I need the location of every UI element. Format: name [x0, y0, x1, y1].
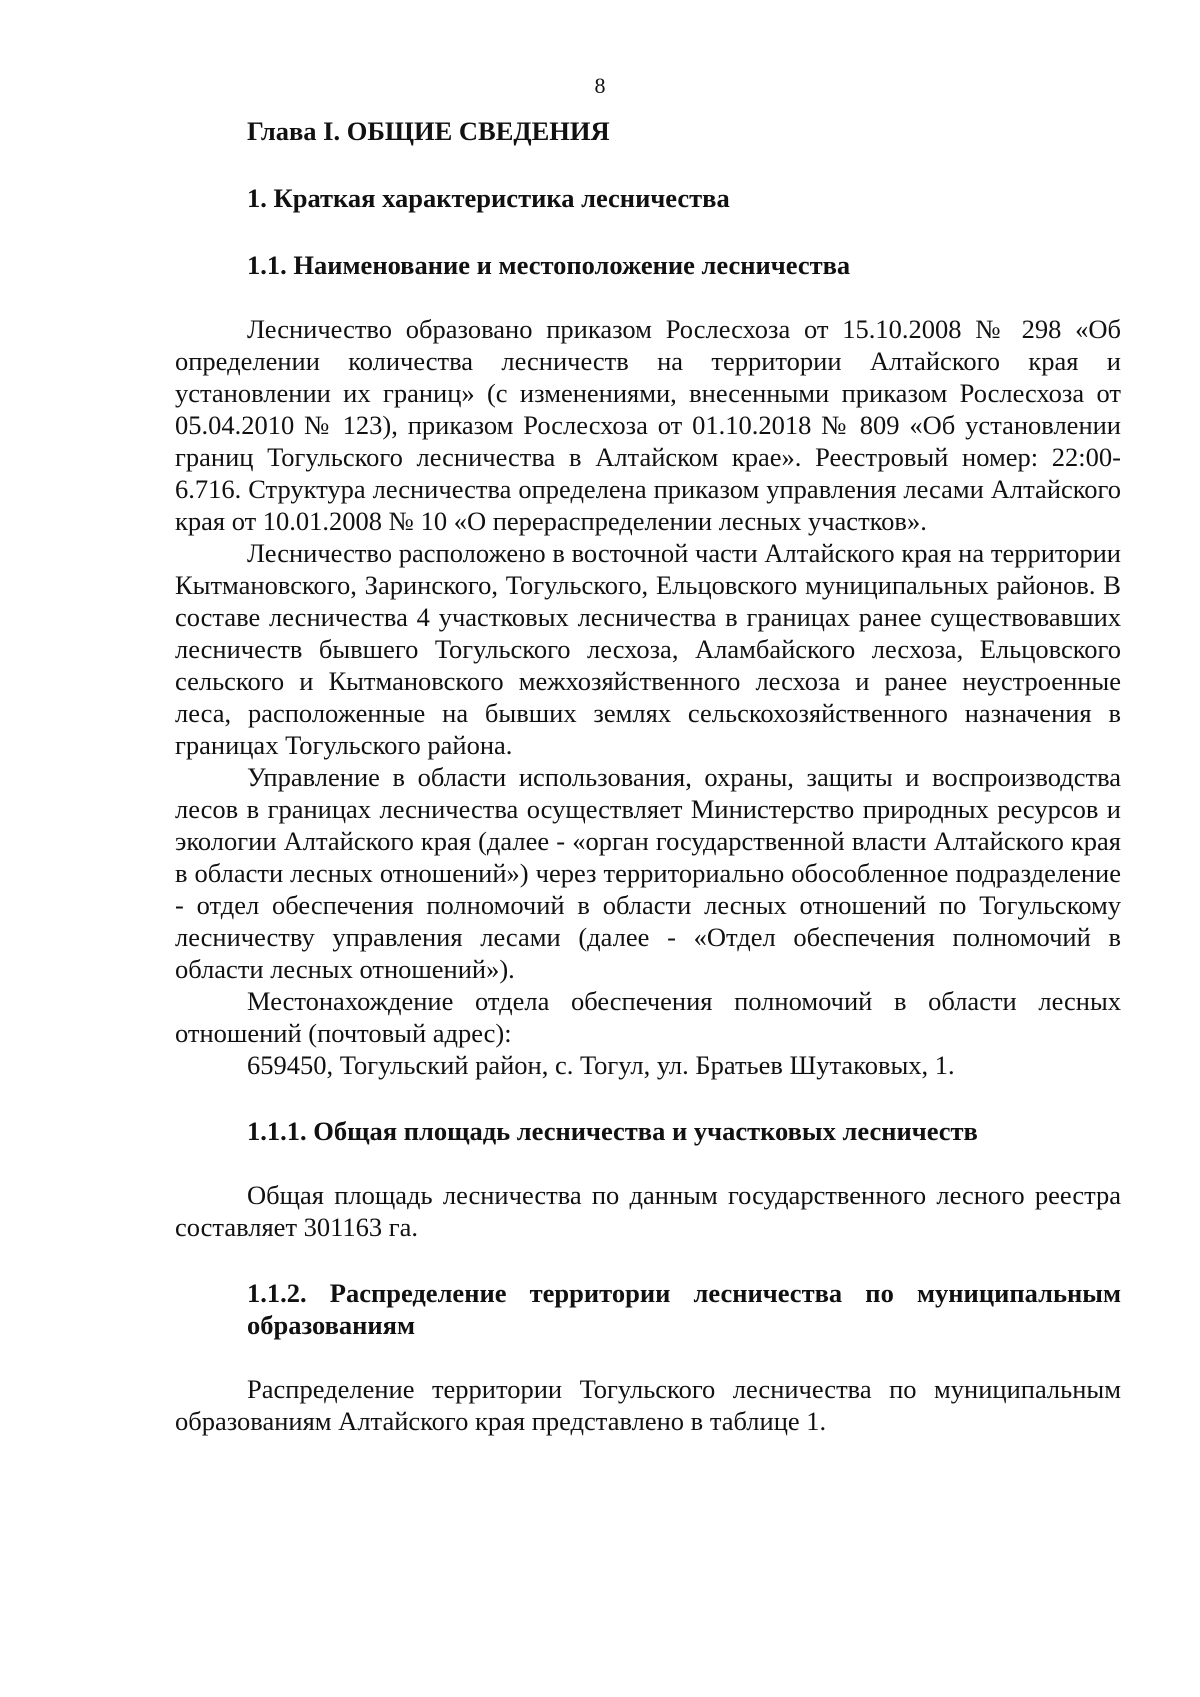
paragraph-total-area: Общая площадь лесничества по данным государственного лесного реестра составляет 301163 га.	[175, 1180, 1121, 1242]
section-heading-1-1-2: 1.1.2. Распределение территории лесничества по муниципальным образованиям	[247, 1278, 1121, 1340]
section-heading-1-1: 1.1. Наименование и местоположение лесничества	[247, 250, 851, 280]
chapter-heading: Глава I. ОБЩИЕ СВЕДЕНИЯ	[247, 116, 610, 146]
postal-address: 659450, Тогульский район, с. Тогул, ул. Братьев Шутаковых, 1.	[247, 1050, 955, 1080]
section-heading-1: 1. Краткая характеристика лесничества	[247, 183, 730, 213]
paragraph-management: Управление в области использования, охраны, защиты и воспроизводства лесов в границах лесничества осуществляет Министерство природных ресурсов и экологии Алтайского края (далее - «орган государственной власти Алтайского края в области лесных отношений») через территориально обособленное подразделение - отдел обеспечения полномочий в области лесных отношений по Тогульскому лесничеству управления лесами (далее - «Отдел обеспечения полномочий в области лесных отношений»).	[175, 762, 1121, 984]
section-heading-1-1-1: 1.1.1. Общая площадь лесничества и участковых лесничеств	[247, 1116, 978, 1146]
paragraph-establishment: Лесничество образовано приказом Рослесхоза от 15.10.2008 № 298 «Об определении количества лесничеств на территории Алтайского края и установлении их границ» (с изменениями, внесенными приказом Рослесхоза от 05.04.2010 № 123), приказом Рослесхоза от 01.10.2018 № 809 «Об установлении границ Тогульского лесничества в Алтайском крае». Реестровый номер: 22:00-6.716. Структура лесничества определена приказом управления лесами Алтайского края от 10.01.2008 № 10 «О перераспределении лесных участков».	[175, 314, 1121, 536]
paragraph-location: Лесничество расположено в восточной части Алтайского края на территории Кытмановского, Заринского, Тогульского, Ельцовского муниципальных районов. В составе лесничества 4 участковых лесничества в границах ранее существовавших лесничеств бывшего Тогульского лесхоза, Аламбайского лесхоза, Ельцовского сельского и Кытмановского межхозяйственного лесхоза и ранее неустроенные леса, расположенные на бывших землях сельскохозяйственного назначения в границах Тогульского района.	[175, 538, 1121, 760]
page-number: 8	[594, 73, 606, 98]
page-content	[175, 115, 1121, 1437]
paragraph-office-location: Местонахождение отдела обеспечения полномочий в области лесных отношений (почтовый адрес):	[175, 986, 1121, 1048]
paragraph-distribution: Распределение территории Тогульского лесничества по муниципальным образованиям Алтайского края представлено в таблице 1.	[175, 1374, 1121, 1436]
